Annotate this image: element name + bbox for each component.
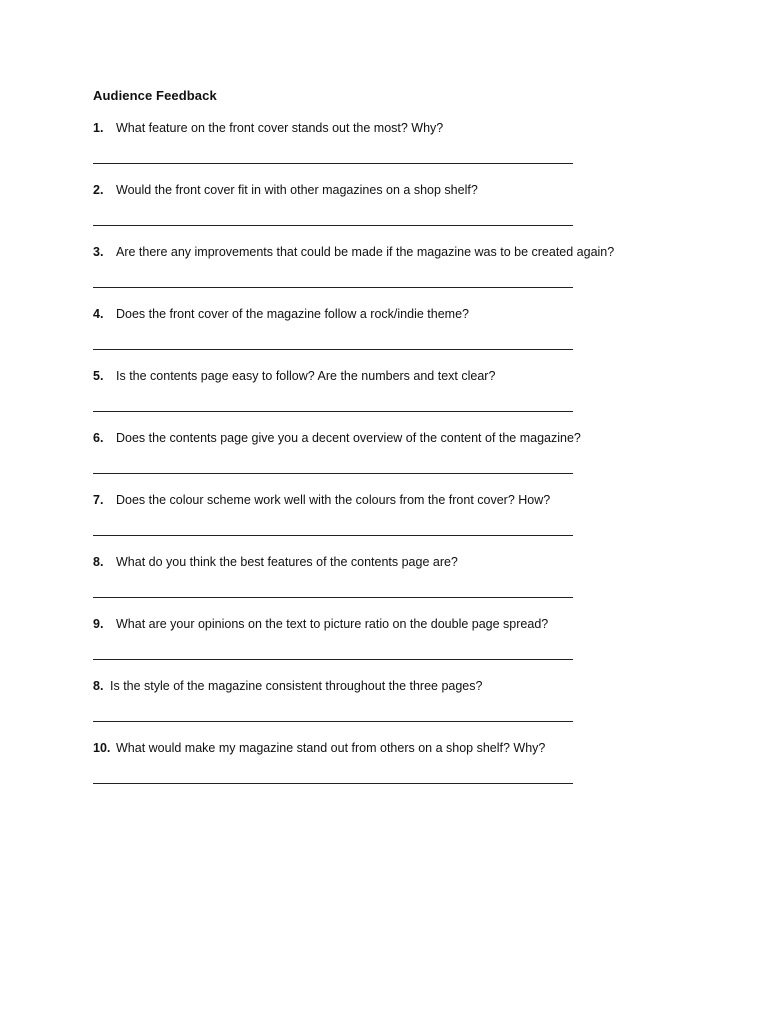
answer-line [93, 163, 573, 164]
answer-line [93, 535, 573, 536]
question-number: 10. [93, 741, 111, 755]
answer-line [93, 411, 573, 412]
question-item [93, 493, 693, 555]
question-number: 7. [93, 493, 104, 507]
question-item [93, 741, 693, 803]
question-text: Are there any improvements that could be made if the magazine was to be created again? [116, 245, 615, 259]
answer-line [93, 287, 573, 288]
question-number: 8. [93, 555, 104, 569]
question-number: 9. [93, 617, 104, 631]
question-row [93, 431, 581, 445]
question-row [93, 493, 550, 507]
question-number: 1. [93, 121, 104, 135]
question-text: What do you think the best features of the contents page are? [116, 555, 458, 569]
answer-line [93, 721, 573, 722]
question-item [93, 431, 693, 493]
question-item [93, 617, 693, 679]
question-text: Is the style of the magazine consistent throughout the three pages? [110, 679, 483, 693]
answer-line [93, 349, 573, 350]
question-number: 4. [93, 307, 104, 321]
question-row [93, 307, 469, 321]
document-title: Audience Feedback [93, 88, 217, 103]
question-item [93, 121, 693, 183]
answer-line [93, 225, 573, 226]
question-text: Would the front cover fit in with other magazines on a shop shelf? [116, 183, 478, 197]
question-row [93, 741, 545, 755]
question-number: 5. [93, 369, 104, 383]
question-text: What are your opinions on the text to picture ratio on the double page spread? [116, 617, 549, 631]
question-row [93, 369, 495, 383]
question-row [93, 245, 614, 259]
question-text: Does the contents page give you a decent overview of the content of the magazine? [116, 431, 581, 445]
question-text: What feature on the front cover stands out the most? Why? [116, 121, 444, 135]
question-item [93, 183, 693, 245]
answer-line [93, 783, 573, 784]
question-item [93, 555, 693, 617]
question-text: Does the colour scheme work well with the colours from the front cover? How? [116, 493, 551, 507]
question-item [93, 307, 693, 369]
question-number: 3. [93, 245, 104, 259]
question-row [93, 617, 548, 631]
question-row [93, 555, 458, 569]
question-text: Is the contents page easy to follow? Are the numbers and text clear? [116, 369, 496, 383]
answer-line [93, 659, 573, 660]
answer-line [93, 473, 573, 474]
question-row [93, 121, 443, 135]
answer-line [93, 597, 573, 598]
question-number: 6. [93, 431, 104, 445]
question-row [93, 679, 482, 693]
question-text: What would make my magazine stand out from others on a shop shelf? Why? [116, 741, 546, 755]
question-item [93, 679, 693, 741]
question-number: 8. [93, 679, 104, 693]
question-item [93, 369, 693, 431]
question-text: Does the front cover of the magazine follow a rock/indie theme? [116, 307, 469, 321]
question-row [93, 183, 478, 197]
question-list [93, 121, 693, 803]
question-item [93, 245, 693, 307]
question-number: 2. [93, 183, 104, 197]
